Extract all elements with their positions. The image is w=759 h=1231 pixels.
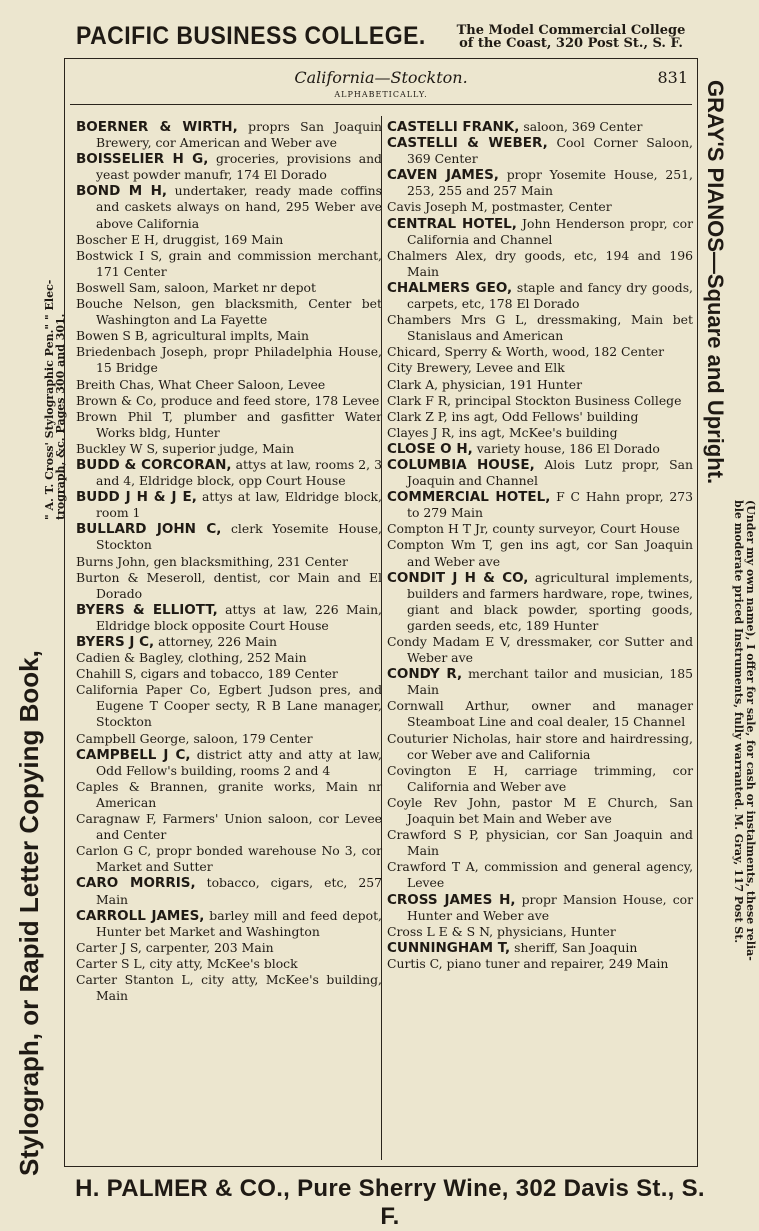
right-margin-advertisement	[700, 80, 756, 1140]
entry-details: What Cheer Saloon, Levee	[154, 376, 326, 392]
directory-entry	[76, 344, 382, 376]
entry-name: Brown & Co,	[76, 392, 157, 408]
left-margin-ad-subtext-line2: trograph, &c. Pages 300 and 301.	[54, 313, 67, 520]
directory-entry	[387, 280, 693, 312]
directory-entry	[387, 393, 693, 409]
entry-details: Levee and Elk	[471, 360, 565, 376]
directory-entry	[387, 199, 693, 215]
directory-entry	[76, 119, 382, 151]
directory-entry	[387, 216, 693, 248]
entry-details: gen ins agt, cor San Joaquin and Weber ave	[407, 537, 693, 569]
entry-name: Compton Wm T,	[387, 537, 494, 553]
entry-details: postmaster, Center	[487, 199, 612, 215]
entry-details: carpenter, 203 Main	[141, 939, 274, 955]
directory-entry	[387, 312, 693, 344]
entry-name: CHALMERS GEO,	[387, 279, 513, 296]
directory-entry	[387, 537, 693, 569]
entry-details: undertaker, ready made coffins and caskets always on hand, 295 Weber ave above California	[96, 183, 383, 231]
entry-name: Clayes J R,	[387, 424, 455, 440]
directory-entry	[387, 135, 693, 167]
directory-entry	[76, 666, 382, 682]
entry-details: ins agt, Odd Fellows' building	[447, 408, 639, 424]
directory-entry	[387, 570, 693, 634]
entry-name: Buckley W S,	[76, 440, 159, 456]
directory-entry	[76, 328, 382, 344]
entry-name: Carter Stanton L,	[76, 971, 194, 987]
entry-details: Alois Lutz propr, San Joaquin and Channel	[407, 456, 694, 489]
entry-details: wood, 182 Center	[548, 344, 665, 360]
entry-details: plumber and gasfitter Water Works bldg, Hunter	[96, 408, 382, 440]
entry-name: Crawford S P,	[387, 827, 479, 843]
directory-entry	[387, 827, 693, 859]
entry-name: CASTELLI FRANK,	[387, 119, 520, 135]
top-banner-title: PACIFIC BUSINESS COLLEGE.	[76, 22, 426, 50]
entry-name: Carlon G C,	[76, 843, 152, 859]
page-title: California—Stockton.	[294, 68, 468, 87]
directory-entry	[387, 698, 693, 730]
entry-name: CONDIT J H & CO,	[387, 569, 529, 586]
top-banner-tagline	[436, 24, 706, 50]
entry-name: CARO MORRIS,	[76, 875, 196, 892]
entry-details: superior judge, Main	[158, 440, 295, 456]
entry-details: agricultural implts, Main	[147, 328, 309, 344]
left-margin-ad-headline: Stylograph, or Rapid Letter Copying Book,	[14, 650, 44, 1176]
entry-details: physician, cor San Joaquin and Main	[407, 827, 693, 859]
entry-details: John Henderson propr, cor California and Channel	[407, 215, 693, 247]
directory-entry	[387, 248, 693, 280]
directory-entry	[387, 521, 693, 537]
entry-name: Cross L E & S N,	[387, 923, 494, 939]
entry-name: CAMPBELL J C,	[76, 746, 191, 763]
entry-name: Cornwall Arthur,	[387, 698, 510, 714]
entry-details: attorney, 226 Main	[154, 634, 277, 649]
entry-details: proprs San Joaquin Brewery, cor American and Weber ave	[96, 119, 383, 151]
directory-entry	[76, 956, 382, 972]
entry-name: Cadien & Bagley,	[76, 650, 184, 666]
top-banner-tagline-line2: of the Coast, 320 Post St., S. F.	[459, 36, 683, 51]
entry-details: principal Stockton Business College	[451, 392, 682, 408]
right-margin-ad-subtext-line1: (Under my own name), I offer for sale, for cash or instalments, these relia-	[744, 500, 757, 961]
right-margin-ad-headline: GRAY'S PIANOS—Square and Upright.	[703, 80, 728, 485]
entry-name: CENTRAL HOTEL,	[387, 215, 517, 232]
directory-entry	[76, 377, 382, 393]
entry-name: Burton & Meseroll,	[76, 569, 206, 585]
entry-name: BULLARD JOHN C,	[76, 521, 222, 538]
entry-name: Boswell Sam,	[76, 279, 161, 295]
entry-details: county surveyor, Court House	[488, 521, 680, 537]
entry-details: gen blacksmithing, 231 Center	[149, 553, 348, 569]
entry-name: CAVEN JAMES,	[387, 167, 499, 184]
entry-name: Campbell George,	[76, 730, 190, 746]
directory-entry	[76, 296, 382, 328]
entry-details: grain and commission merchant, 171 Center	[96, 247, 382, 279]
entry-details: commission and general agency, Levee	[407, 859, 694, 891]
directory-entry	[76, 940, 382, 956]
entry-details: staple and fancy dry goods, carpets, etc, 178 El Dorado	[407, 279, 693, 312]
entry-name: Chalmers Alex,	[387, 247, 487, 263]
directory-entry	[387, 119, 693, 135]
directory-entry	[76, 602, 382, 634]
entry-details: saloon, Market nr depot	[160, 279, 316, 295]
top-banner-tagline-line1: The Model Commercial College	[456, 23, 686, 38]
entry-name: CARROLL JAMES,	[76, 907, 205, 924]
directory-entry	[387, 634, 693, 666]
entry-name: BYERS J C,	[76, 634, 155, 650]
entry-details: physician, 191 Hunter	[438, 376, 583, 392]
entry-name: Chambers Mrs G L,	[387, 312, 528, 328]
entry-details: dressmaking, Main bet Stanislaus and American	[407, 312, 693, 344]
directory-entry	[76, 393, 382, 409]
left-margin-ad-subtext	[44, 60, 66, 1180]
entry-name: Carter S L,	[76, 955, 146, 971]
entry-name: Breith Chas,	[76, 376, 155, 392]
directory-entry	[76, 441, 382, 457]
left-column-directory	[76, 119, 382, 1004]
entry-name: Caples & Brannen,	[76, 778, 208, 794]
directory-entry	[76, 650, 382, 666]
directory-entry	[387, 425, 693, 441]
directory-entry	[76, 731, 382, 747]
entry-details: attys at law, 226 Main, Eldridge block opposite Court House	[96, 601, 382, 633]
entry-details: propr Yosemite House, 251, 253, 255 and 257 Main	[407, 167, 693, 199]
entry-name: Clark A,	[387, 376, 439, 392]
entry-details: clerk Yosemite House, Stockton	[96, 521, 382, 553]
entry-name: Bowen S B,	[76, 328, 148, 344]
left-margin-ad-subtext-line1: " A. T. Cross' Stylographic Pen." " Elec-	[43, 279, 56, 520]
directory-entry	[76, 183, 382, 231]
entry-details: F C Hahn propr, 273 to 279 Main	[407, 489, 693, 521]
directory-entry	[387, 409, 693, 425]
entry-details: dressmaker, cor Sutter and Weber ave	[407, 634, 693, 666]
left-margin-advertisement	[14, 60, 67, 1180]
entry-name: Clark Z P,	[387, 408, 448, 424]
directory-entry	[76, 489, 382, 521]
directory-entry	[76, 280, 382, 296]
entry-details: dry goods, etc, 194 and 196 Main	[407, 247, 693, 279]
directory-entry	[387, 924, 693, 940]
entry-name: Covington E H,	[387, 762, 509, 778]
directory-entry	[76, 682, 382, 730]
entry-name: Bostwick I S,	[76, 247, 163, 263]
directory-entry	[387, 731, 693, 763]
directory-entry	[387, 457, 693, 489]
entry-name: California Paper Co,	[76, 682, 211, 698]
directory-entry	[387, 360, 693, 376]
header-rule	[70, 104, 692, 105]
entry-details: saloon, 179 Center	[189, 730, 313, 746]
entry-details: city atty, McKee's building, Main	[96, 971, 382, 1004]
directory-entry	[76, 843, 382, 875]
directory-entry	[76, 811, 382, 843]
entry-details: Cool Corner Saloon, 369 Center	[407, 135, 693, 167]
entry-name: BUDD J H & J E,	[76, 489, 197, 506]
entry-details: owner and manager Steamboat Line and coal dealer, 15 Channel	[407, 698, 693, 730]
directory-entry	[387, 441, 693, 457]
entry-name: BUDD & CORCORAN,	[76, 456, 232, 473]
entry-details: physicians, Hunter	[493, 923, 616, 939]
directory-entry	[76, 908, 382, 940]
entry-details: saloon, 369 Center	[519, 119, 643, 134]
entry-details: attys at law, Eldridge block, room 1	[96, 489, 382, 521]
directory-entry	[387, 167, 693, 199]
directory-entry	[76, 972, 382, 1004]
directory-entry	[387, 666, 693, 698]
directory-entry	[387, 377, 693, 393]
entry-name: Chahill S,	[76, 666, 137, 682]
entry-details: granite works, Main nr American	[96, 778, 382, 810]
entry-name: Curtis C,	[387, 955, 443, 971]
entry-details: pastor M E Church, San Joaquin bet Main and Weber ave	[407, 794, 693, 827]
entry-name: COLUMBIA HOUSE,	[387, 456, 535, 473]
entry-name: CONDY R,	[387, 666, 463, 683]
entry-details: variety house, 186 El Dorado	[472, 440, 660, 456]
directory-entry	[387, 795, 693, 827]
directory-entry	[387, 956, 693, 972]
entry-details: piano tuner and repairer, 249 Main	[442, 955, 669, 971]
entry-details: propr bonded warehouse No 3, cor Market and Sutter	[96, 843, 382, 875]
entry-name: CUNNINGHAM T,	[387, 939, 511, 956]
directory-entry	[76, 151, 382, 183]
directory-entry	[76, 457, 382, 489]
directory-entry	[76, 409, 382, 441]
entry-name: Condy Madam E V,	[387, 634, 511, 649]
right-column-directory	[387, 119, 693, 972]
entry-name: Caragnaw F,	[76, 811, 157, 827]
entry-details: carriage trimming, cor California and Weber ave	[407, 762, 694, 794]
top-advertisement-banner	[70, 20, 710, 60]
entry-name: Compton H T Jr,	[387, 521, 489, 537]
entry-name: BOISSELIER H G,	[76, 151, 209, 168]
directory-entry	[387, 344, 693, 360]
entry-details: groceries, provisions and yeast powder manufr, 174 El Dorado	[96, 151, 382, 183]
entry-details: ins agt, McKee's building	[454, 424, 618, 440]
entry-details: district atty and atty at law, Odd Fellow's building, rooms 2 and 4	[96, 746, 382, 778]
entry-details: propr Mansion House, cor Hunter and Weber ave	[407, 891, 694, 923]
entry-details: merchant tailor and musician, 185 Main	[407, 666, 693, 698]
entry-name: BOND M H,	[76, 183, 167, 200]
entry-details: propr Philadelphia House, 15 Bridge	[96, 344, 382, 376]
entry-name: Brown Phil T,	[76, 408, 173, 424]
right-margin-ad-subtext-line2: ble moderate priced Instruments, fully warranted. M. Gray, 117 Post St.	[732, 500, 745, 944]
directory-entry	[387, 489, 693, 521]
directory-entry	[76, 747, 382, 779]
entry-details: barley mill and feed depot, Hunter bet Market and Washington	[96, 907, 382, 939]
entry-details: produce and feed store, 178 Levee	[156, 392, 380, 408]
directory-entry	[387, 859, 693, 891]
directory-entry	[76, 570, 382, 602]
entry-name: CASTELLI & WEBER,	[387, 135, 548, 152]
entry-name: City Brewery,	[387, 360, 472, 376]
directory-entry	[76, 779, 382, 811]
entry-name: Clark F R,	[387, 392, 452, 408]
directory-entry	[76, 248, 382, 280]
entry-details: Farmers' Union saloon, cor Levee and Center	[96, 811, 382, 843]
entry-name: Briedenbach Joseph,	[76, 344, 208, 360]
entry-details: cigars and tobacco, 189 Center	[136, 666, 338, 682]
entry-details: tobacco, cigars, etc, 257 Main	[96, 875, 382, 907]
entry-details: druggist, 169 Main	[158, 231, 284, 247]
right-margin-ad-subtext	[730, 80, 756, 1140]
directory-entry	[76, 521, 382, 553]
entry-name: Couturier Nicholas,	[387, 730, 512, 746]
directory-entry	[76, 232, 382, 248]
entry-name: BOERNER & WIRTH,	[76, 119, 238, 135]
directory-entry	[76, 554, 382, 570]
page-number: 831	[657, 68, 688, 87]
entry-details: gen blacksmith, Center bet Washington and La Fayette	[96, 296, 382, 328]
page-header	[64, 66, 698, 106]
entry-name: BYERS & ELLIOTT,	[76, 601, 218, 618]
entry-name: Bouche Nelson,	[76, 296, 182, 312]
directory-entry	[387, 892, 693, 924]
entry-name: Crawford T A,	[387, 859, 479, 875]
entry-details: agricultural implements, builders and farmers hardware, rope, twines, giant and black powder, sporting goods, garden seeds, etc, 189 Hunter	[407, 569, 693, 633]
directory-entry	[76, 634, 382, 650]
entry-details: city atty, McKee's block	[145, 955, 298, 971]
bottom-advertisement-banner: H. PALMER & CO., Pure Sherry Wine, 302 Davis St., S. F.	[75, 1175, 705, 1230]
entry-name: Cavis Joseph M,	[387, 199, 488, 215]
entry-name: Coyle Rev John,	[387, 794, 501, 810]
page-subtitle: ALPHABETICALLY.	[334, 90, 428, 99]
entry-details: clothing, 252 Main	[184, 650, 307, 666]
entry-name: Chicard, Sperry & Worth,	[387, 344, 549, 360]
directory-entry	[76, 875, 382, 907]
directory-entry	[387, 763, 693, 795]
entry-details: sheriff, San Joaquin	[510, 939, 638, 955]
entry-name: Carter J S,	[76, 939, 142, 955]
entry-name: CLOSE O H,	[387, 440, 473, 457]
entry-name: Boscher E H,	[76, 231, 159, 247]
entry-name: Burns John,	[76, 553, 150, 569]
entry-details: dentist, cor Main and El Dorado	[96, 569, 383, 601]
entry-details: hair store and hairdressing, cor Weber ave and California	[407, 730, 693, 762]
directory-entry	[387, 940, 693, 956]
entry-details: attys at law, rooms 2, 3 and 4, Eldridge block, opp Court House	[96, 456, 382, 489]
entry-name: CROSS JAMES H,	[387, 891, 516, 908]
entry-details: Egbert Judson pres, and Eugene T Cooper secty, R B Lane manager, Stockton	[96, 682, 382, 730]
entry-name: COMMERCIAL HOTEL,	[387, 489, 551, 506]
